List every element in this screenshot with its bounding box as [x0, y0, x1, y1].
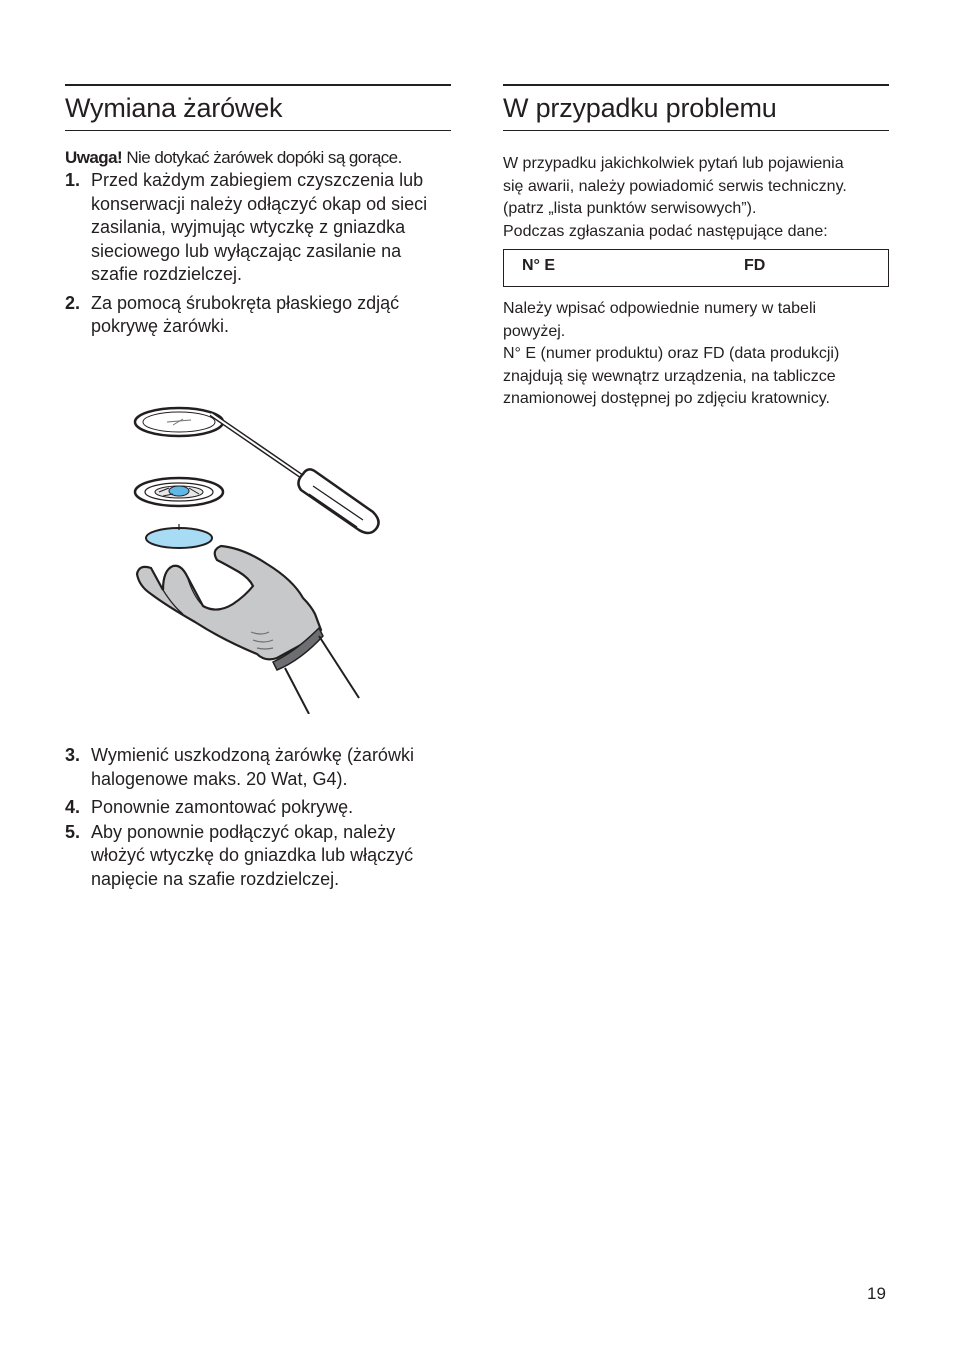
explanation-paragraph [503, 298, 889, 411]
steps-list-top [65, 169, 451, 339]
bulb-replacement-illustration [133, 400, 395, 714]
explanation-line: N° E (numer produktu) oraz FD (data produkcji) [503, 345, 840, 362]
step-text: Za pomocą śrubokręta płaskiego zdjąć pokrywę żarówki. [91, 292, 400, 336]
intro-line: Podczas zgłaszania podać następujące dane: [503, 222, 828, 240]
screwdriver-icon [211, 414, 379, 533]
step-item [65, 796, 451, 820]
section-title-problem: W przypadku problemu [503, 93, 777, 123]
step-number: 3. [65, 745, 81, 765]
intro-paragraph [503, 153, 889, 243]
explanation-line: znajdują się wewnątrz urządzenia, na tabliczce [503, 367, 836, 385]
section-title-bulbs: Wymiana żarówek [65, 93, 283, 123]
section-header-bulbs [65, 84, 451, 131]
step-number: 1. [65, 170, 81, 190]
step-text: Ponownie zamontować pokrywę. [91, 797, 354, 817]
cover-lens-icon [135, 408, 223, 436]
step-number: 2. [65, 292, 81, 313]
section-header-problem [503, 84, 889, 131]
right-column [503, 84, 889, 411]
production-date-label: FD [744, 257, 766, 274]
page-number: 19 [867, 1284, 886, 1303]
step-item [65, 292, 451, 339]
intro-line: (patrz „lista punktów serwisowych”). [503, 200, 757, 217]
explanation-line: powyżej. [503, 322, 566, 340]
left-column [65, 84, 451, 889]
halogen-bulb-icon [146, 524, 212, 548]
step-text: Przed każdym zabiegiem czyszczenia lub konserwacji należy odłączyć okap od sieci zasilania, wyjmując wtyczkę z gniazdka sieciowego lub wyłączając zasilanie na szafie rozdzielczej. [91, 170, 428, 284]
steps-list-bottom [65, 744, 451, 896]
step-item [65, 169, 451, 287]
product-number-label: N° E [522, 257, 556, 274]
intro-line: W przypadku jakichkolwiek pytań lub pojawienia [503, 155, 844, 172]
step-text: Wymienić uszkodzoną żarówkę (żarówki halogenowe maks. 20 Wat, G4). [91, 745, 414, 789]
gloved-hand-icon [137, 546, 359, 714]
step-number: 4. [65, 797, 81, 817]
step-text: Aby ponownie podłączyć okap, należy włożyć wtyczkę do gniazdka lub włączyć napięcie na szafie rozdzielczej. [91, 821, 414, 889]
warning-text: Nie dotykać żarówek dopóki są gorące. [122, 148, 402, 167]
explanation-line: Należy wpisać odpowiednie numery w tabeli [503, 300, 817, 317]
lamp-holder-icon [135, 478, 223, 506]
step-number: 5. [65, 821, 81, 842]
step-item [65, 744, 451, 791]
step-item [65, 821, 451, 892]
warning-label: Uwaga! [65, 148, 123, 167]
intro-line: się awarii, należy powiadomić serwis techniczny. [503, 177, 847, 195]
product-data-box [503, 249, 889, 287]
explanation-line: znamionowej dostępnej po zdjęciu kratownicy. [503, 390, 830, 407]
warning-note [65, 147, 451, 169]
